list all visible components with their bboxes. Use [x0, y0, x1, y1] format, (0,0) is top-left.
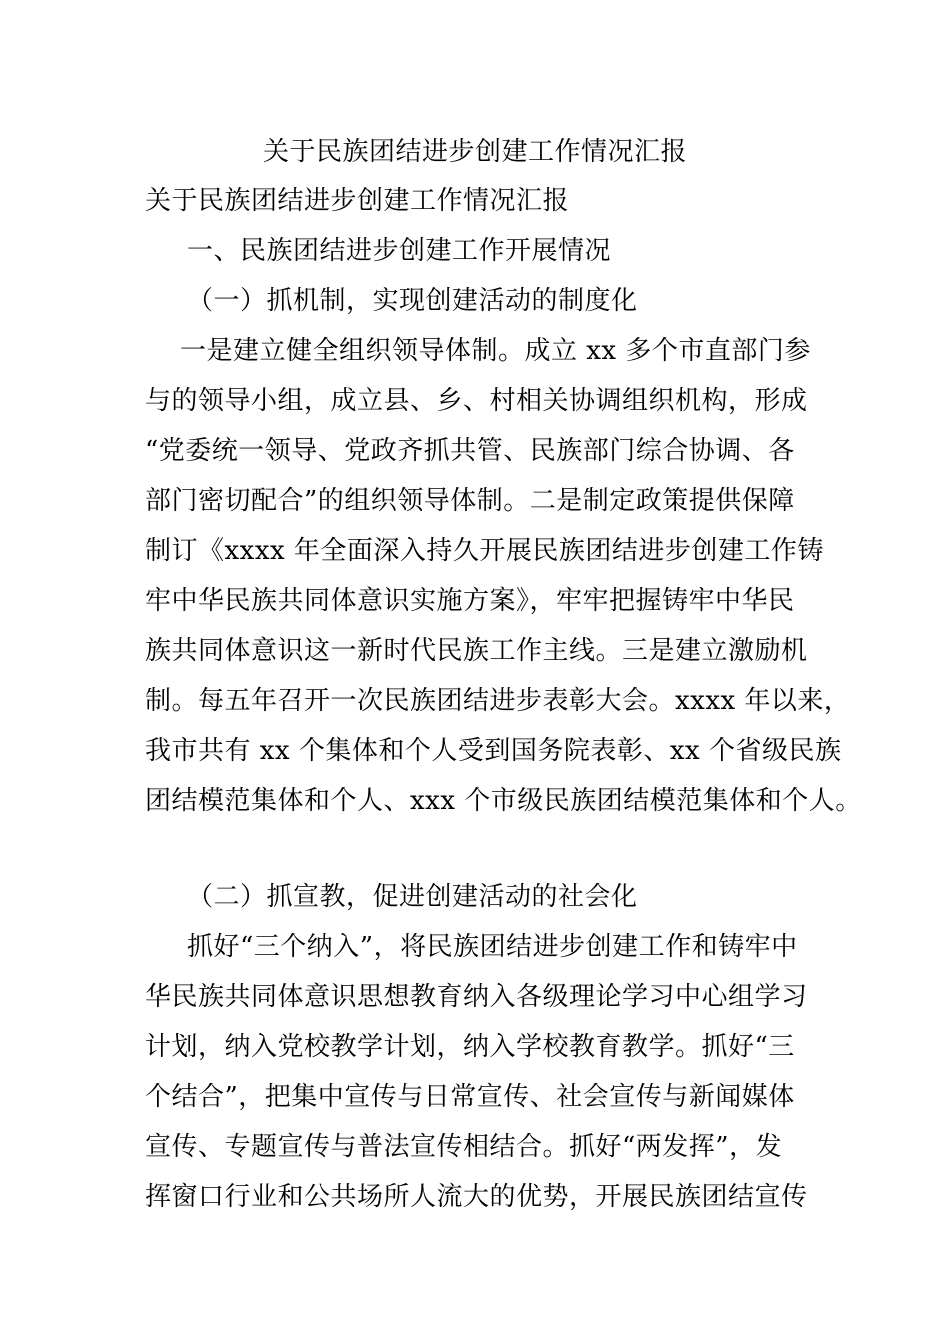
paragraph-line: 宣传、专题宣传与普法宣传相结合。抓好“两发挥”，发 — [145, 1132, 783, 1162]
section-1-heading: （一）抓机制，实现创建活动的制度化 — [187, 286, 638, 316]
paragraph-line: 个结合”，把集中宣传与日常宣传、社会宣传与新闻媒体 — [145, 1082, 795, 1112]
paragraph-line: 族共同体意识这一新时代民族工作主线。三是建立激励机 — [145, 636, 808, 666]
document-title: 关于民族团结进步创建工作情况汇报 — [262, 137, 687, 167]
paragraph-line: 华民族共同体意识思想教育纳入各级理论学习中心组学习 — [145, 982, 808, 1012]
paragraph-line: 我市共有 xx 个集体和个人受到国务院表彰、xx 个省级民族 — [145, 736, 842, 766]
paragraph-line: 制。每五年召开一次民族团结进步表彰大会。xxxx 年以来， — [145, 686, 851, 716]
paragraph-line: 与的领导小组，成立县、乡、村相关协调组织机构，形成 — [145, 386, 808, 416]
document-subtitle: 关于民族团结进步创建工作情况汇报 — [145, 186, 570, 216]
section-2-heading: （二）抓宣教，促进创建活动的社会化 — [187, 882, 638, 912]
paragraph-line: 团结模范集体和个人、xxx 个市级民族团结模范集体和个人。 — [145, 786, 862, 816]
paragraph-line: 抓好“三个纳入”，将民族团结进步创建工作和铸牢中 — [187, 932, 798, 962]
paragraph-line: 一是建立健全组织领导体制。成立 xx 多个市直部门参 — [180, 336, 811, 366]
paragraph-line: 牢中华民族共同体意识实施方案》，牢牢把握铸牢中华民 — [145, 586, 795, 616]
paragraph-line: “党委统一领导、党政齐抓共管、民族部门综合协调、各 — [145, 436, 795, 466]
paragraph-line: 部门密切配合”的组织领导体制。二是制定政策提供保障 — [145, 486, 795, 516]
heading-level-1: 一、民族团结进步创建工作开展情况 — [187, 236, 612, 266]
paragraph-line: 制订《xxxx 年全面深入持久开展民族团结进步创建工作铸 — [145, 536, 824, 566]
paragraph-line: 挥窗口行业和公共场所人流大的优势，开展民族团结宣传 — [145, 1182, 808, 1212]
paragraph-line: 计划，纳入党校教学计划，纳入学校教育教学。抓好“三 — [145, 1032, 795, 1062]
